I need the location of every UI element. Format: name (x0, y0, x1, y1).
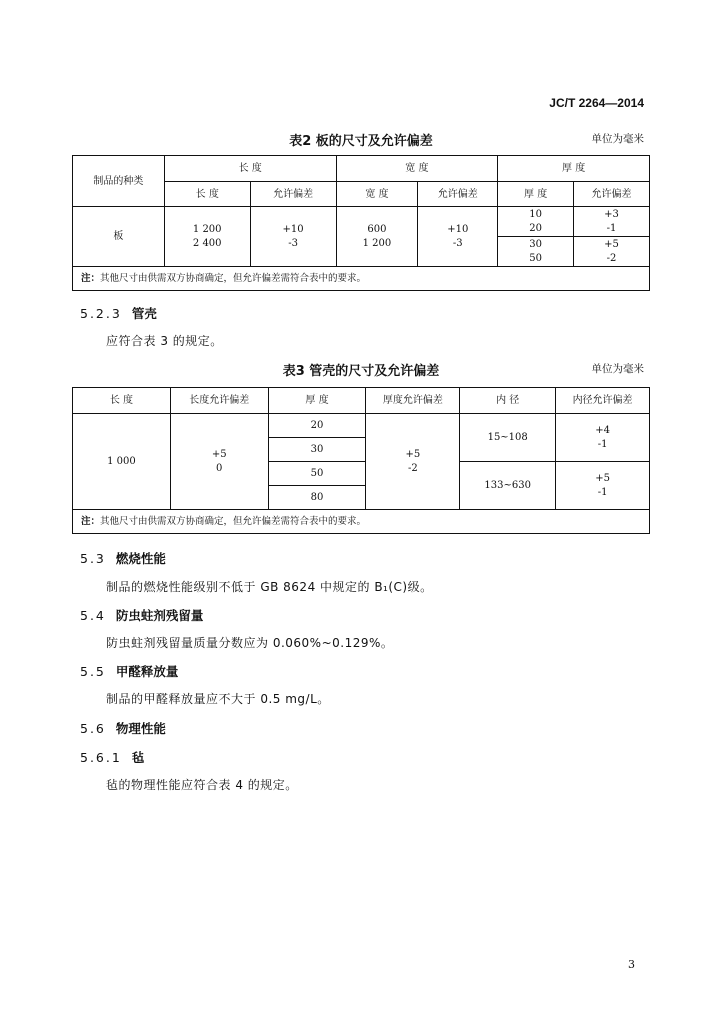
table2-note (73, 267, 650, 291)
table2-product: 板 (73, 207, 165, 267)
table3-inner-diameter-1: 15~108 (460, 414, 556, 462)
table2-header-product: 制品的种类 (73, 156, 165, 207)
section-title: 物理性能 (115, 721, 166, 736)
standard-number: JC/T 2264—2014 (549, 96, 644, 110)
table2-note-label: 注： (81, 273, 101, 284)
section-title: 毡 (131, 750, 145, 765)
table2-length-tol-lower: -3 (288, 237, 298, 249)
table3-note (73, 510, 650, 534)
table3-inner-tol-1-lower: -1 (597, 438, 608, 450)
table2-thickness-50: 50 (529, 252, 543, 264)
table3-inner-tol-1-upper: +4 (595, 424, 610, 436)
table3-thickness-tol (366, 414, 460, 510)
table3-thickness-30: 30 (268, 438, 366, 462)
table2-length-tol-upper: +10 (282, 223, 304, 235)
section-5-3-text: 制品的燃烧性能级别不低于 GB 8624 中规定的 B₁(C)级。 (106, 580, 433, 594)
table2-sub-thickness: 厚 度 (498, 182, 574, 207)
table3-length-tol (170, 414, 268, 510)
table2-width-tol-values (418, 207, 498, 267)
table2-note-text: 其他尺寸由供需双方协商确定，但允许偏差需符合表中的要求。 (100, 273, 367, 284)
section-5-5 (80, 662, 178, 680)
table3-header-inner-diameter: 内 径 (460, 388, 556, 414)
section-5-6-1-text: 毡的物理性能应符合表 4 的规定。 (106, 778, 298, 792)
table3-length-tol-upper: +5 (211, 448, 227, 460)
table2-sub-thickness-tol: 允许偏差 (574, 182, 650, 207)
table2-width-tol-upper: +10 (447, 223, 469, 235)
section-title: 燃烧性能 (115, 551, 166, 566)
section-title: 防虫蛀剂残留量 (115, 608, 204, 623)
table3-caption-row (72, 360, 650, 380)
section-5-3 (80, 549, 166, 567)
table3-header-length: 长 度 (73, 388, 171, 414)
section-number: 5.2.3 (80, 306, 122, 321)
section-5-4 (80, 606, 203, 624)
table2-thickness-tol-upper-1: +3 (604, 208, 619, 220)
table2-thickness-20: 20 (529, 222, 543, 234)
table3-thickness-80: 80 (268, 486, 366, 510)
table3-unit: 单位为毫米 (591, 363, 644, 375)
table2-thickness-group-2 (498, 237, 574, 267)
table3-inner-tol-2 (556, 462, 650, 510)
table2-length-values (164, 207, 250, 267)
table2-width-1: 600 (367, 223, 387, 235)
section-number: 5.6 (80, 721, 106, 736)
table3-header-length-tol: 长度允许偏差 (170, 388, 268, 414)
table3-thickness-tol-lower: -2 (407, 462, 418, 474)
section-5-6-1 (80, 748, 144, 766)
section-number: 5.5 (80, 664, 106, 679)
section-number: 5.3 (80, 551, 106, 566)
section-5-6 (80, 719, 166, 737)
table2-sub-width-tol: 允许偏差 (418, 182, 498, 207)
table2-width-values (336, 207, 418, 267)
table3-thickness-tol-upper: +5 (405, 448, 421, 460)
section-title: 管壳 (131, 306, 157, 321)
table3-header-inner-diameter-tol: 内径允许偏差 (556, 388, 650, 414)
table3-inner-tol-1 (556, 414, 650, 462)
table2 (72, 155, 650, 291)
table2-width-2: 1 200 (362, 237, 392, 249)
table2-header-thickness: 厚 度 (498, 156, 650, 182)
table2-thickness-10: 10 (529, 208, 543, 220)
table3-inner-diameter-2: 133~630 (460, 462, 556, 510)
table2-sub-length: 长 度 (164, 182, 250, 207)
table3-note-text: 其他尺寸由供需双方协商确定，但允许偏差需符合表中的要求。 (100, 516, 367, 527)
table2-thickness-tol-group-1 (574, 207, 650, 237)
table2-thickness-group-1 (498, 207, 574, 237)
table3 (72, 387, 650, 534)
table3-thickness-50: 50 (268, 462, 366, 486)
table3-thickness-20: 20 (268, 414, 366, 438)
section-title: 甲醛释放量 (115, 664, 179, 679)
table2-thickness-tol-upper-2: +5 (604, 238, 619, 250)
table2-thickness-tol-lower-2: -2 (606, 252, 617, 264)
section-5-2-3 (80, 304, 157, 322)
table2-thickness-30: 30 (529, 238, 543, 250)
page-number: 3 (628, 958, 635, 971)
table2-header-length: 长 度 (164, 156, 336, 182)
table2-sub-length-tol: 允许偏差 (250, 182, 336, 207)
table2-length-tol-values (250, 207, 336, 267)
table3-inner-tol-2-lower: -1 (597, 486, 608, 498)
table2-caption: 表2 板的尺寸及允许偏差 (289, 134, 433, 149)
table3-length-tol-lower: 0 (216, 462, 223, 474)
table2-width-tol-lower: -3 (452, 237, 463, 249)
table2-thickness-tol-lower-1: -1 (606, 222, 617, 234)
table3-header-thickness: 厚 度 (268, 388, 366, 414)
table2-sub-width: 宽 度 (336, 182, 418, 207)
table2-header-width: 宽 度 (336, 156, 498, 182)
table3-note-label: 注： (81, 516, 101, 527)
table3-inner-tol-2-upper: +5 (595, 472, 610, 484)
table2-length-1: 1 200 (192, 223, 222, 235)
section-5-2-3-text: 应符合表 3 的规定。 (106, 334, 223, 348)
table2-thickness-tol-group-2 (574, 237, 650, 267)
section-5-5-text: 制品的甲醛释放量应不大于 0.5 mg/L。 (106, 692, 330, 706)
table3-length: 1 000 (73, 414, 171, 510)
table2-unit: 单位为毫米 (591, 133, 644, 145)
table2-length-2: 2 400 (192, 237, 222, 249)
section-number: 5.4 (80, 608, 106, 623)
section-5-4-text: 防虫蛀剂残留量质量分数应为 0.060%~0.129%。 (106, 636, 394, 650)
section-number: 5.6.1 (80, 750, 122, 765)
table2-caption-row (72, 130, 650, 150)
table3-caption: 表3 管壳的尺寸及允许偏差 (282, 364, 440, 379)
table3-header-thickness-tol: 厚度允许偏差 (366, 388, 460, 414)
